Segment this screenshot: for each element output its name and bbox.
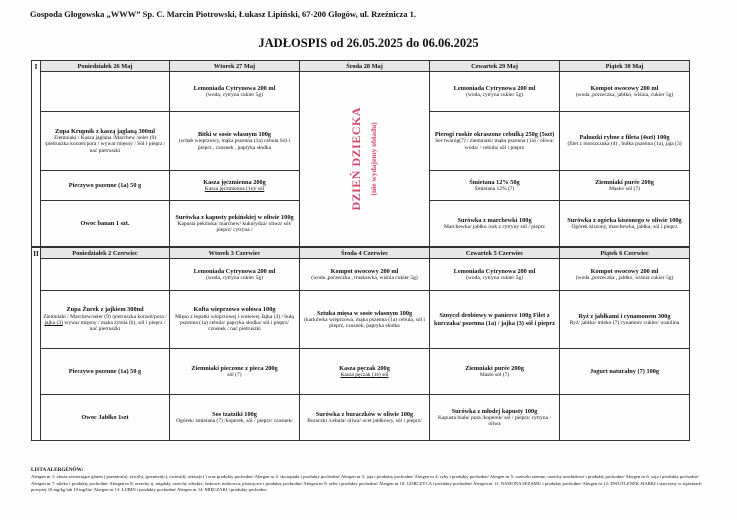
week-1-table xyxy=(31,60,690,247)
dish-name: Jogurt naturalny (7) 100g xyxy=(589,367,660,375)
menu-cell xyxy=(560,72,690,112)
dish-name: Pieczywo pszenne (1a) 50 g xyxy=(68,181,142,189)
dish-ingredients: (woda, cytryna cukier 5g) xyxy=(206,91,263,98)
dish-ingredients: Kasza jęczmienna (1e)/ sól xyxy=(204,185,265,192)
menu-cell xyxy=(170,201,300,247)
week-label: II xyxy=(32,248,41,441)
menu-cell xyxy=(41,259,170,291)
allergen-list xyxy=(31,467,711,494)
week-label: I xyxy=(32,61,41,247)
menu-cell xyxy=(560,201,690,247)
day-header: Piątek 30 Maj xyxy=(560,61,690,72)
day-header: Piątek 6 Czerwiec xyxy=(560,248,690,259)
dish-ingredients: Ogórek kiszony, marchewka, jabłka, sól i pieprz xyxy=(571,223,678,230)
dish-name: Ziemniaki purée 200g xyxy=(595,178,654,186)
menu-cell xyxy=(430,112,560,171)
menu-cell xyxy=(430,395,560,441)
dish-ingredients: Buraczki /cebula/ oliwa/ ocet jabłkowy, sól i pieprz/ xyxy=(307,417,422,424)
menu-cell xyxy=(170,112,300,171)
menu-cell xyxy=(300,395,430,441)
dish-ingredients: (woda ,porzeczka , jabłko, wiśnia cukier 5g) xyxy=(575,274,674,281)
dish-name: Pieczywo pszenne (1a) 50 g xyxy=(68,367,142,375)
menu-cell xyxy=(170,395,300,441)
dish-name: Surówka z kapusty pekińskiej w oliwie 100g xyxy=(175,213,294,221)
allergen-heading: LISTA ALERGENÓW: xyxy=(31,467,84,473)
week-2-table xyxy=(31,247,690,441)
menu-cell xyxy=(41,349,170,395)
menu-cell xyxy=(41,112,170,171)
menu-cell xyxy=(41,72,170,112)
menu-cell xyxy=(560,291,690,349)
dish-ingredients: Ziemniaki / Kasza jaglana /Marchew /seler (9) /pietruszka korzeń/pora / wywar mięsny / Sól i pieprz / nać pietruszki xyxy=(44,135,166,154)
dish-name: Kompot owocowy 200 ml xyxy=(590,267,659,275)
dish-name: Owoc banan 1 szt. xyxy=(80,219,130,227)
day-header: Czwartek 5 Czerwiec xyxy=(430,248,560,259)
menu-cell xyxy=(430,291,560,349)
menu-cell xyxy=(170,291,300,349)
day-header: Poniedziałek 26 Maj xyxy=(41,61,170,72)
dish-name: Ziemniaki pieczone z pieca 200g xyxy=(191,364,278,372)
dish-ingredients: sól (7) xyxy=(227,371,242,378)
menu-cell xyxy=(170,171,300,201)
dish-name: Zupa Krupnik z kaszą jaglaną 300ml xyxy=(55,127,155,135)
menu-cell xyxy=(430,171,560,201)
menu-cell xyxy=(560,112,690,171)
dish-ingredients: Kasza pęczak (1e) sól xyxy=(340,371,389,378)
dish-ingredients: Masło/ sól (7) xyxy=(609,185,640,192)
dish-name: Sznycel drobiowy w panierce 100g Filet z kurczaka/ pszenna (1a) / jajka (3) sól i pieprz xyxy=(434,312,555,327)
menu-cell xyxy=(430,349,560,395)
dish-name: Ryż z jabłkami i cynamonem 300g xyxy=(578,312,671,320)
dish-ingredients: Ogórek/ śmietana (7) /koperek, sól / pieprz/ czosnek/ xyxy=(176,417,293,424)
menu-cell xyxy=(170,72,300,112)
dish-ingredients: Ser twaróg(7) / ziemniaki/ mąka pszenna (1a) / oliwa/ woda/ / cebula/ sól i pieprz xyxy=(435,138,554,151)
menu-cell xyxy=(560,395,690,441)
menu-cell xyxy=(430,259,560,291)
day-header: Środa 28 Maj xyxy=(300,61,430,72)
dish-ingredients: (woda ,porzeczka, jabłko, wiśnia, cukier 5g) xyxy=(575,91,674,98)
day-header: Czwartek 29 Maj xyxy=(430,61,560,72)
dish-ingredients: Kapusta pekińska/ marchew/ kukurydza/ oliwa/ sól/ pieprz/ cytryna / xyxy=(177,220,292,234)
dish-ingredients: (filet z morszczuka (4) , bułka pszenna (1a), jaja (3) xyxy=(567,141,682,148)
dish-name: Kasza pęczak 200g xyxy=(339,364,390,372)
day-header: Wtorek 3 Czerwiec xyxy=(170,248,300,259)
menu-cell xyxy=(170,349,300,395)
dish-name: Surówka z buraczków w oliwie 100g xyxy=(315,410,414,418)
dish-ingredients xyxy=(43,314,167,333)
special-day-title: DZIEŃ DZIECKA xyxy=(348,107,363,211)
dish-name: Śmietana 12% 50g xyxy=(469,178,520,186)
dish-ingredients: Masło sól (7) xyxy=(479,371,510,378)
dish-ingredients: (woda, cytryna cukier 5g) xyxy=(206,274,263,281)
dish-ingredients: Kapusta biała/ pora /koperek/ sól / pieprz/ cytryna / oliwa xyxy=(437,414,552,428)
menu-cell xyxy=(170,259,300,291)
dish-name: Owoc Jabłko 1szt xyxy=(81,413,129,421)
dish-ingredients: (karkówka wieprzowa, mąka pszenna (1a) cebula, sól i pieprz, czosnek, papryka słodka xyxy=(304,316,425,330)
menu-cell xyxy=(560,259,690,291)
special-day-subtitle: (nie wydajemy obiadu) xyxy=(368,122,378,196)
dish-ingredients: (woda, cytryna cukier 5g) xyxy=(466,274,523,281)
menu-cell xyxy=(41,201,170,247)
dish-name: Sztuka mięsa w sosie własnym 100g xyxy=(316,309,413,317)
dish-ingredients: (schab wieprzowy, mąka pszenna (1a) cebula Sól i pieprz , czosnek , papryka słodka xyxy=(178,138,291,151)
dish-name: Paluszki rybne z fileta (4szt) 100g xyxy=(579,134,670,142)
dish-name: Surówka z marchewki 100g xyxy=(457,216,532,224)
menu-cell xyxy=(430,72,560,112)
dish-name: Lemoniada Cytrynowa 200 ml xyxy=(193,267,276,275)
special-day-banner xyxy=(347,107,383,211)
day-header: Poniedziałek 2 Czerwiec xyxy=(41,248,170,259)
dish-name: Pierogi ruskie okraszone cebulką 250g (5szt) xyxy=(434,131,555,139)
dish-name: Lemoniada Cytrynowa 200 ml xyxy=(453,267,536,275)
ingredients-part: Ziemniaki / Marchew/seler (9) /pietruszka korzeń/pora / xyxy=(43,313,167,320)
ingredients-part: wywar mięsny / mąka żytnia (b), sól i pieprz / nać pietruszki xyxy=(62,319,166,333)
restaurant-header: Gospoda Głogowska „WWW” Sp. C. Marcin Piotrowski, Łukasz Lipiński, 67-200 Głogów, ul. Rzeźnicza 1. xyxy=(30,9,417,19)
menu-cell xyxy=(300,349,430,395)
dish-name: Kofta wieprzowo wołowa 100g xyxy=(193,306,276,314)
dish-name: Surówka z ogórka kiszonego w oliwie 100g xyxy=(567,216,682,224)
dish-name: Bitki w sosie własnym 100g xyxy=(197,131,272,139)
menu-cell xyxy=(300,291,430,349)
menu-cell xyxy=(560,349,690,395)
dish-name: Lemoniada Cytrynowa 200 ml xyxy=(453,84,536,92)
dish-ingredients: Mięso z łopatki wieprzowej i wołowej Jajka (3) / bułą pszenna (1a) cebula/ papryka słodka/ sól i pieprz/ czosnek / nać pietruszki xyxy=(175,313,294,333)
dish-name: Kompot owocowy 200 ml xyxy=(330,267,399,275)
dish-name: Sos tzatziki 100g xyxy=(212,410,257,418)
dish-name: Kompot owocowy 200 ml xyxy=(590,84,659,92)
menu-cell xyxy=(560,171,690,201)
dish-ingredients: (woda ,porzeczka , truskawka, wiśnia cukier 5g) xyxy=(311,274,418,281)
dish-name: Lemoniada Cytrynowa 200 ml xyxy=(193,84,276,92)
ingredients-allergen: jajka (3) xyxy=(44,319,63,326)
menu-title: JADŁOSPIS od 26.05.2025 do 06.06.2025 xyxy=(258,36,479,50)
menu-cell xyxy=(41,395,170,441)
dish-ingredients: (woda, cytryna cukier 5g) xyxy=(466,91,523,98)
dish-name: Ziemniaki purée 200g xyxy=(465,364,524,372)
dish-name: Surówka z młodej kapusty 100g xyxy=(451,407,538,415)
menu-cell xyxy=(41,171,170,201)
special-day-cell xyxy=(300,72,430,247)
day-header: Środa 4 Czerwiec xyxy=(300,248,430,259)
menu-cell xyxy=(300,259,430,291)
day-header: Wtorek 27 Maj xyxy=(170,61,300,72)
dish-name: Kasza jęczmienna 200g xyxy=(203,178,266,186)
menu-cell xyxy=(41,291,170,349)
dish-ingredients: Marchewka/ jabłko /sok z cytryny sól / pieprz xyxy=(444,223,545,230)
dish-ingredients: Śmietana 12% (7) xyxy=(474,185,515,192)
dish-name: Zupa Żurek z jajkiem 300ml xyxy=(66,306,144,314)
dish-ingredients: Ryż/ jabłka/ mleko (7) cynamon/ cukier/ wanilina xyxy=(569,319,680,326)
allergen-text: Alergen nr 1: zboża zawierające gluten ( pszenica(a), żyto(b), jęczmień(c), owies(d), orkisz(e) ) oraz produkty pochodne/ Alergen nr 2: skorupiaki i produkty pochodne/ Alergen nr 3: jaja i produkty pochodne/ Alergen nr 4: ryby i produkty pochodne/ Alergen nr 5: orzeszki ziemne, orzechy arachidowe i produkty pochodne/ Alergen nr 6: soja i produkty pochodne/ Alergen nr 7: mleko i produkty pochodne/ Alergen nr 8: orzechy tj. migdały, orzechy włoskie, laskowe, nerkowca, pistacjowe i produkty pochodne/ Alergen nr 9: seler i produkty pochodne/ Alergen nr 10: GORCZYCA i produkty pochodne/ Alergen nr 11: NASIONA SEZAMU i produkty pochodne/ Alergen nr 12: DWUTLENEK SIARKI i siarczyny w stężeniach powyżej 10 mg/kg lub 10 mg/litr/ Alergen nr 13: ŁUBIN i produkty pochodne/ Alergen nr 14: MIĘCZAKI i produkty pochodne. xyxy=(31,474,702,493)
menu-cell xyxy=(430,201,560,247)
